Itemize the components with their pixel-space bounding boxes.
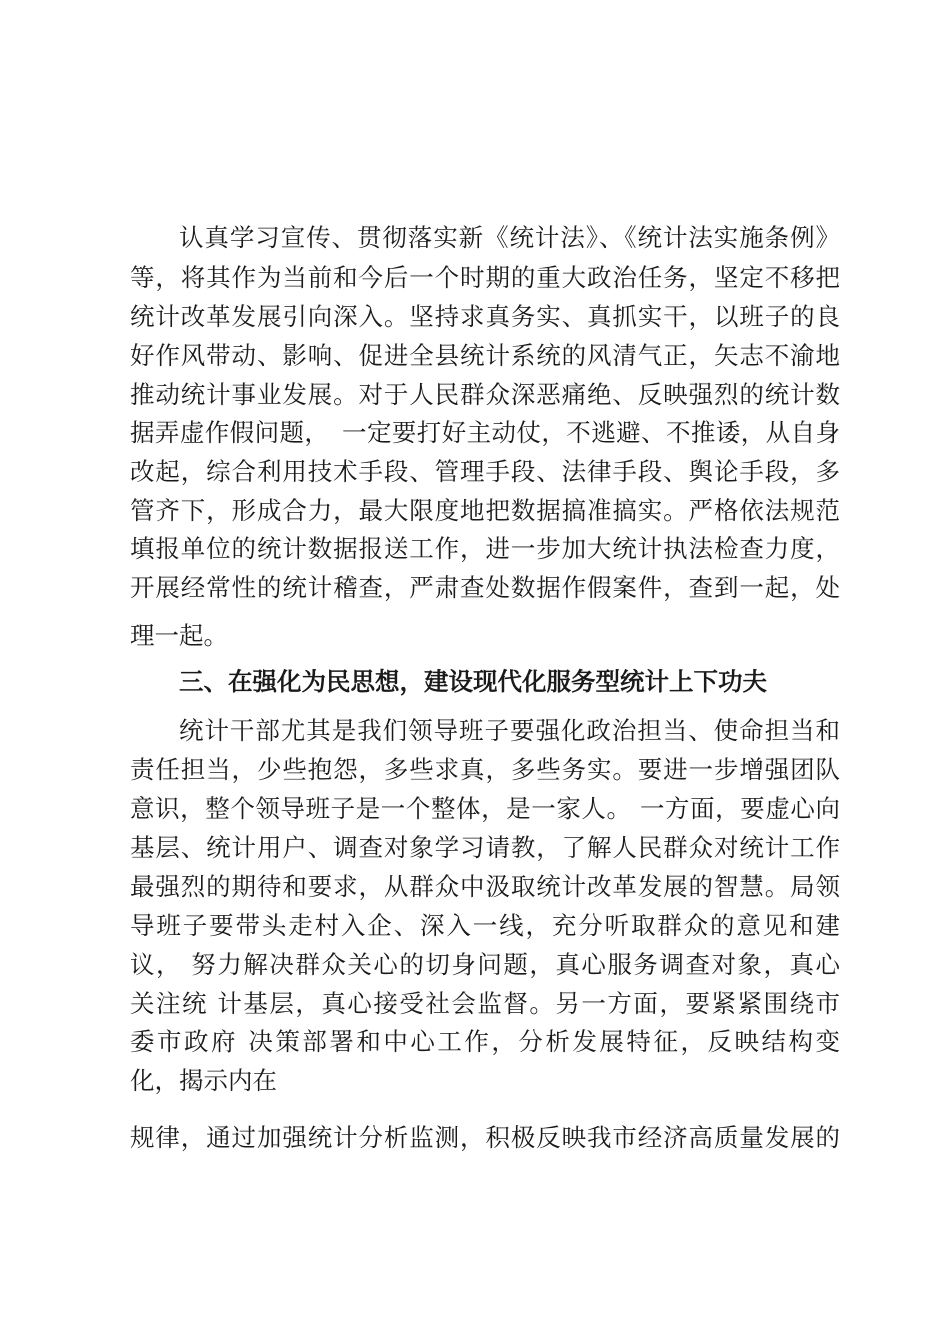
paragraph-2-line-4: 基层、统计用户、调查对象学习请教，了解人民群众对统计工作	[130, 833, 840, 862]
paragraph-2-line-11: 规律，通过加强统计分析监测，积极反映我市经济高质量发展的	[130, 1123, 840, 1152]
paragraph-2-line-5: 最强烈的期待和要求，从群众中汲取统计改革发展的智慧。局领	[130, 872, 840, 901]
paragraph-1-line-6: 据弄虚作假问题， 一定要打好主动仗，不逃避、不推诿，从自身	[130, 418, 840, 447]
paragraph-2-line-6: 导班子要带头走村入企、深入一线，充分听取群众的意见和建	[130, 911, 840, 940]
paragraph-1-line-8: 管齐下，形成合力，最大限度地把数据搞准搞实。严格依法规范	[130, 496, 840, 525]
paragraph-2-line-3: 意识，整个领导班子是一个整体，是一家人。 一方面，要虚心向	[130, 794, 840, 823]
paragraph-2-line-2: 责任担当，少些抱怨，多些求真，多些务实。要进一步增强团队	[130, 755, 840, 784]
paragraph-1-line-3: 统计改革发展引向深入。坚持求真务实、真抓实干，以班子的良	[130, 302, 840, 331]
paragraph-1-line-11: 理一起。	[130, 621, 228, 650]
paragraph-2-line-7: 议， 努力解决群众关心的切身问题，真心服务调查对象，真心	[130, 950, 840, 979]
paragraph-1-line-2: 等，将其作为当前和今后一个时期的重大政治任务，坚定不移把	[130, 263, 840, 292]
paragraph-2-line-1: 统计干部尤其是我们领导班子要强化政治担当、使命担当和	[179, 716, 840, 745]
paragraph-2-line-10: 化，揭示内在	[130, 1066, 277, 1095]
paragraph-1-line-10: 开展经常性的统计稽查，严肃查处数据作假案件，查到一起，处	[130, 573, 840, 602]
paragraph-1-line-4: 好作风带动、影响、促进全县统计系统的风清气正，矢志不渝地	[130, 341, 840, 370]
paragraph-1-line-7: 改起，综合利用技术手段、管理手段、法律手段、舆论手段，多	[130, 457, 840, 486]
paragraph-2-line-8: 关注统 计基层，真心接受社会监督。另一方面，要紧紧围绕市	[130, 989, 840, 1018]
paragraph-1-line-1: 认真学习宣传、贯彻落实新《统计法》、《统计法实施条例》	[179, 223, 840, 252]
paragraph-2-line-9: 委市政府 决策部署和中心工作，分析发展特征，反映结构变	[130, 1027, 840, 1056]
paragraph-1-line-9: 填报单位的统计数据报送工作，进一步加大统计执法检查力度，	[130, 534, 840, 563]
paragraph-1-line-5: 推动统计事业发展。对于人民群众深恶痛绝、反映强烈的统计数	[130, 380, 840, 409]
section-heading: 三、在强化为民思想，建设现代化服务型统计上下功夫	[179, 667, 767, 696]
